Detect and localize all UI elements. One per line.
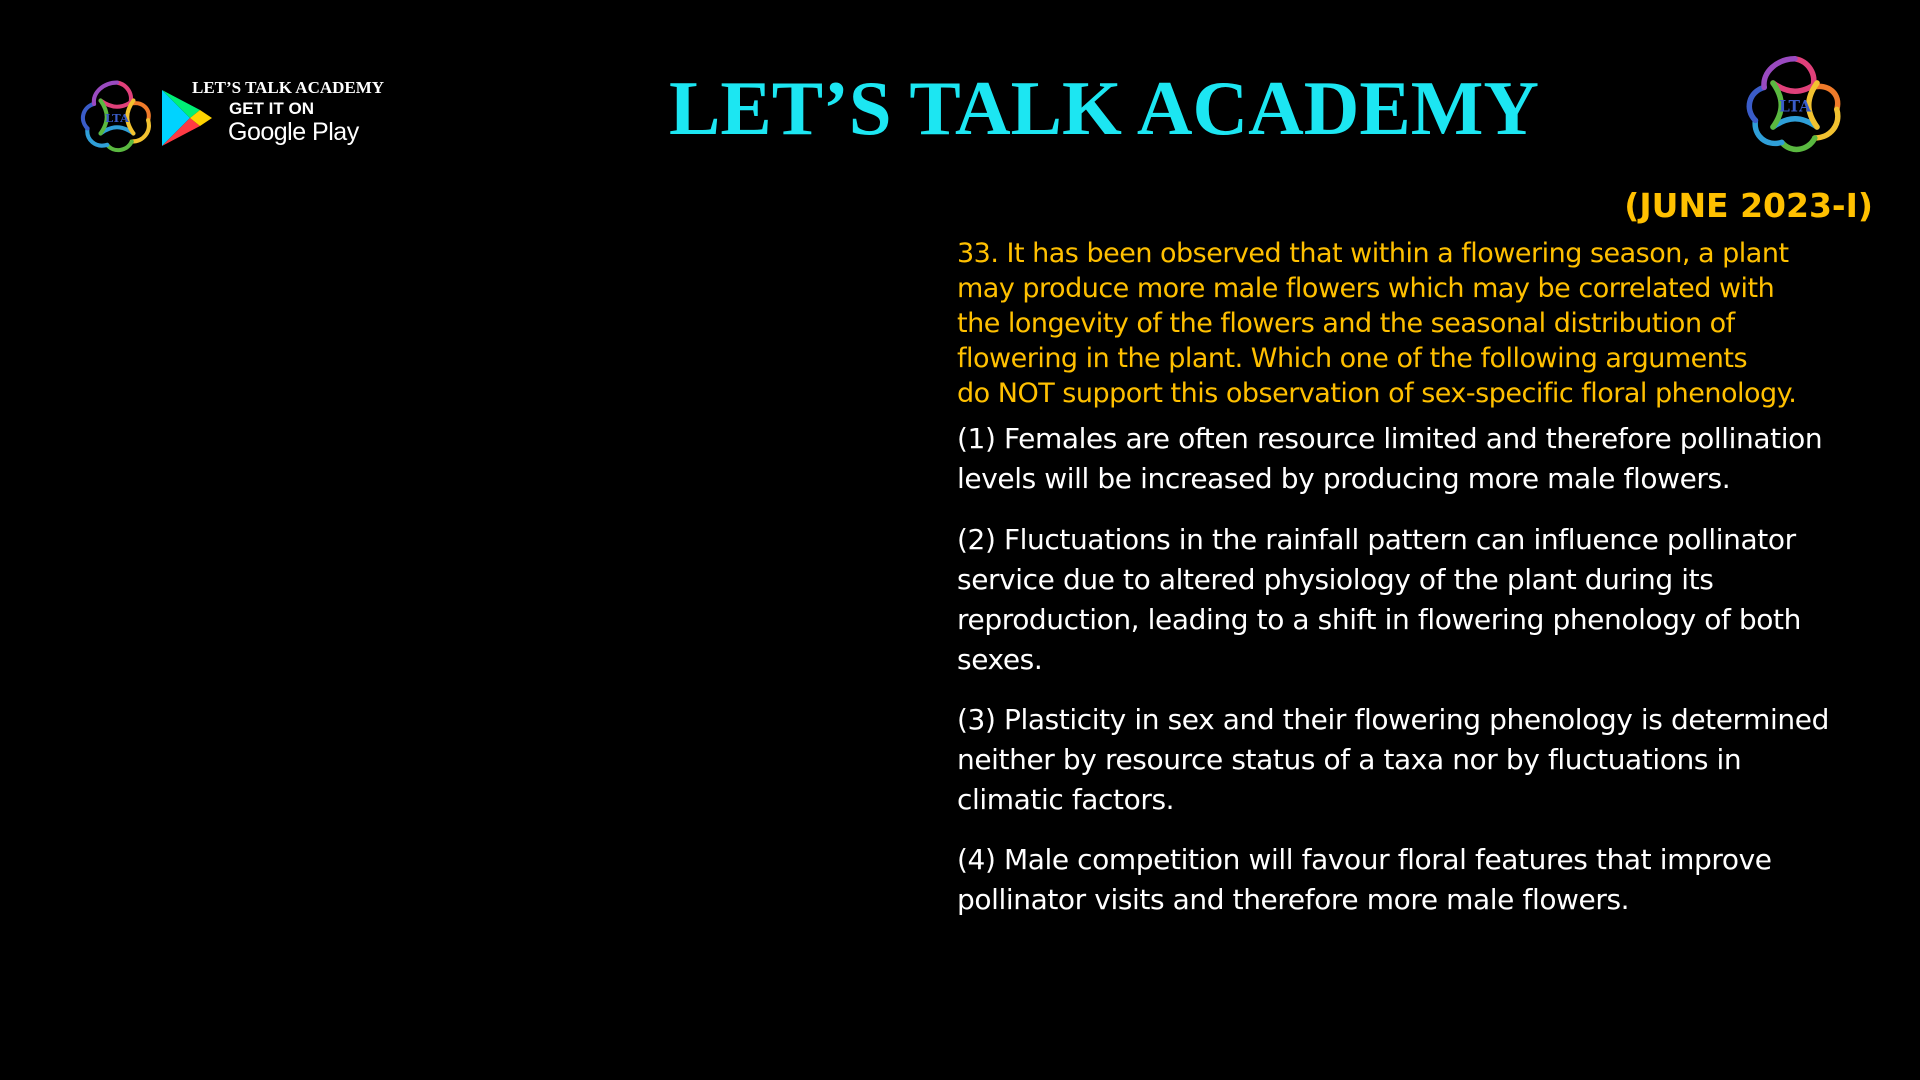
option-4 [957,840,1877,920]
option-line: (1) Females are often resource limited and therefore pollination [957,422,1823,455]
question-text [957,236,1877,411]
option-2 [957,520,1877,680]
svg-text:LTA: LTA [1778,97,1812,116]
option-line: reproduction, leading to a shift in flowering phenology of both [957,603,1801,636]
option-line: service due to altered physiology of the plant during its [957,563,1714,596]
option-line: levels will be increased by producing more male flowers. [957,462,1731,495]
academy-logo-icon [1740,50,1850,160]
question-line: may produce more male flowers which may be correlated with [957,273,1775,304]
badge-store-name: Google Play [228,118,359,146]
option-line: neither by resource status of a taxa nor by fluctuations in [957,743,1742,776]
badge-get-it-on: GET IT ON [229,99,314,118]
exam-tag: (JUNE 2023-I) [1624,186,1873,225]
question-line: flowering in the plant. Which one of the following arguments [957,343,1748,374]
page-title: LET’S TALK ACADEMY [669,65,1539,151]
option-3 [957,700,1877,820]
question-line: do NOT support this observation of sex-specific floral phenology. [957,378,1797,409]
option-line: (3) Plasticity in sex and their flowering phenology is determined [957,703,1829,736]
option-line: sexes. [957,643,1043,676]
badge-academy-name: LET’S TALK ACADEMY [192,78,385,97]
option-line: (2) Fluctuations in the rainfall pattern can influence pollinator [957,523,1796,556]
question-line: the longevity of the flowers and the seasonal distribution of [957,308,1735,339]
option-line: (4) Male competition will favour floral features that improve [957,843,1772,876]
option-line: pollinator visits and therefore more male flowers. [957,883,1630,916]
svg-text:LTA: LTA [105,110,129,125]
option-1 [957,419,1877,499]
option-line: climatic factors. [957,783,1175,816]
question-line: 33. It has been observed that within a flowering season, a plant [957,238,1789,269]
